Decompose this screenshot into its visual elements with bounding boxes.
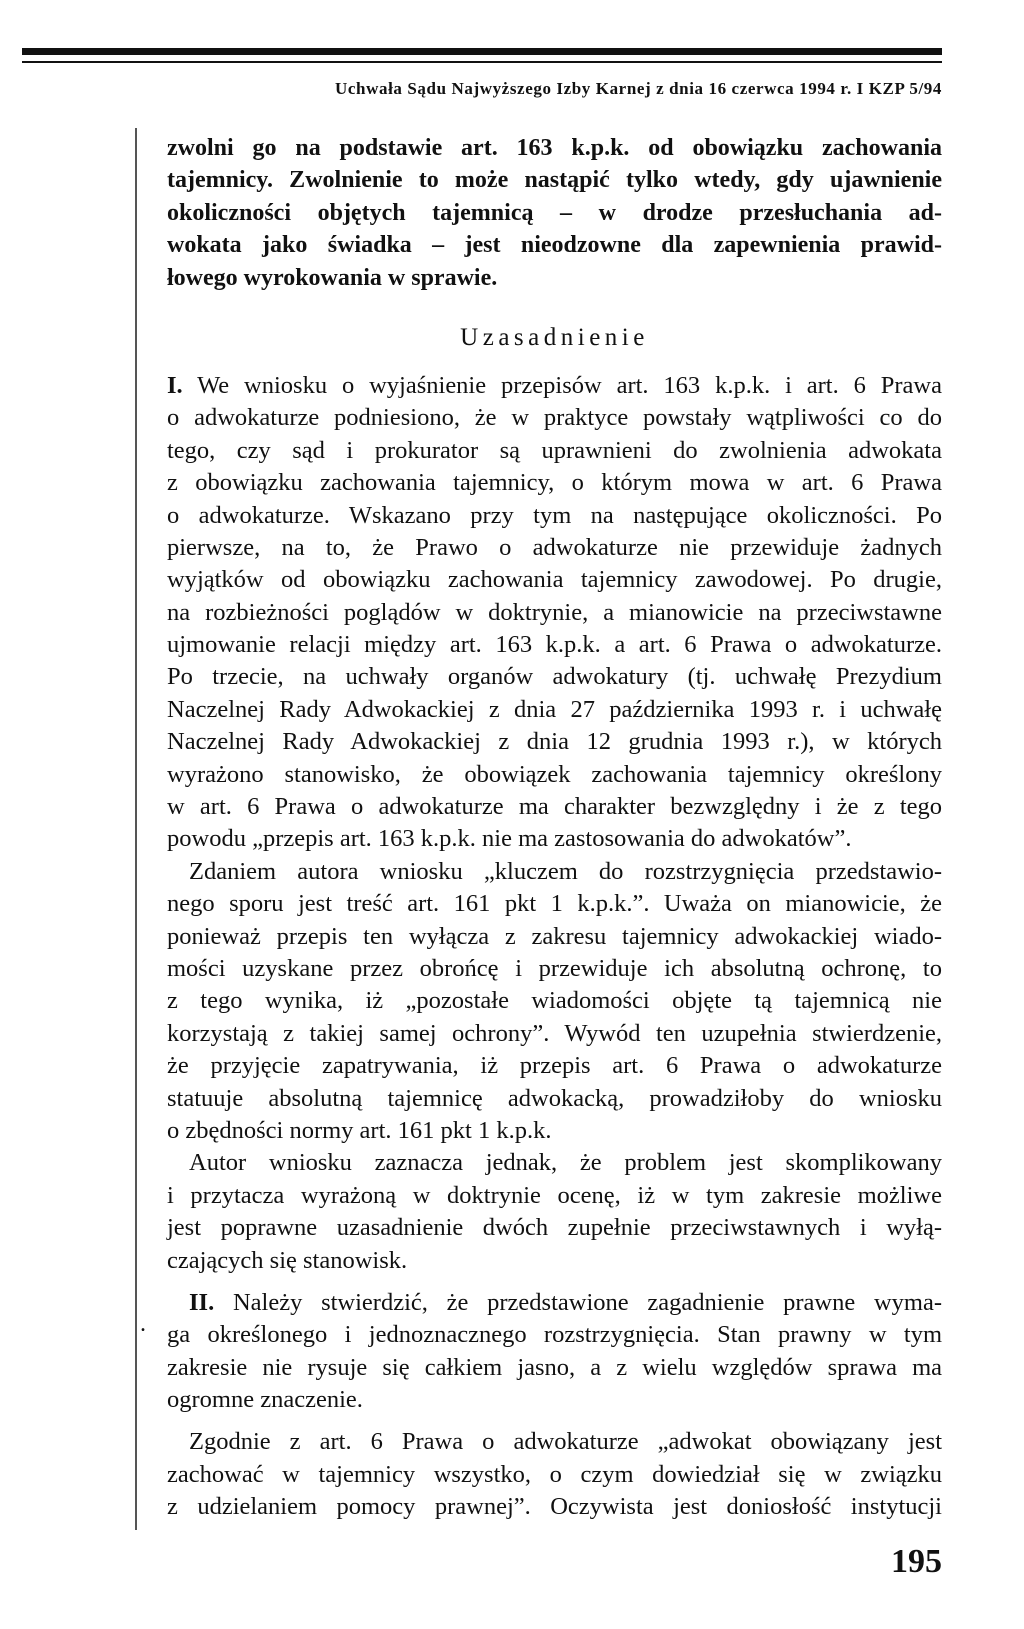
- paragraph-line: mości uzyskane przez obrońcę i przewiduje ich absolutną ochronę, to: [167, 954, 942, 982]
- margin-mark: .: [140, 1311, 146, 1337]
- paragraph-line: Autor wniosku zaznacza jednak, że problem jest skomplikowany: [189, 1149, 942, 1177]
- thesis-line: wokata jako świadka – jest nieodzowne dla zapewnienia prawid-: [167, 232, 942, 259]
- paragraph-3: [167, 1147, 942, 1277]
- paragraph-line: wyjątków od obowiązku zachowania tajemnicy zawodowej. Po drugie,: [167, 566, 942, 594]
- thesis-line: tajemnicy. Zwolnienie to może nastąpić tylko wtedy, gdy ujawnienie: [167, 167, 942, 194]
- paragraph-line: czających się stanowisk.: [167, 1246, 408, 1274]
- paragraph-1: [167, 370, 942, 856]
- paragraph-line: o adwokaturze podniesiono, że w praktyce powstały wątpliwości co do: [167, 404, 942, 432]
- paragraph-line: ponieważ przepis ten wyłącza z zakresu tajemnicy adwokackiej wiado-: [167, 922, 942, 950]
- paragraph-line: Zgodnie z art. 6 Prawa o adwokaturze „adwokat obowiązany jest: [189, 1428, 942, 1456]
- paragraph-line: ga określonego i jednoznacznego rozstrzygnięcia. Stan prawny w tym: [167, 1321, 942, 1349]
- thesis-line: okoliczności objętych tajemnicą – w drodze przesłuchania ad-: [167, 199, 942, 226]
- page-text: [167, 132, 942, 1524]
- section-marker-one: I.: [167, 371, 183, 399]
- paragraph-line: ogromne znaczenie.: [167, 1386, 363, 1414]
- paragraph-line: nego sporu jest treść art. 161 pkt 1 k.p.k.”. Uważa on mianowicie, że: [167, 890, 942, 918]
- thesis-line: zwolni go na podstawie art. 163 k.p.k. od obowiązku zachowania: [167, 135, 942, 161]
- paragraph-line: powodu „przepis art. 163 k.p.k. nie ma zastosowania do adwokatów”.: [167, 825, 852, 853]
- paragraph-4: [167, 1287, 942, 1417]
- paragraph-line: z udzielaniem pomocy prawnej”. Oczywista jest doniosłość instytucji: [167, 1493, 942, 1521]
- paragraph-line: zakresie nie rysuje się całkiem jasno, a z wielu względów sprawa ma: [167, 1353, 942, 1381]
- paragraph-line: na rozbieżności poglądów w doktrynie, a mianowicie na przeciwstawne: [167, 598, 942, 626]
- header-rule-thin: [22, 61, 942, 63]
- paragraph-line: statuuje absolutną tajemnicę adwokacką, prowadziłoby do wniosku: [167, 1084, 942, 1112]
- paragraph-line: Należy stwierdzić, że przedstawione zagadnienie prawne wyma-: [214, 1288, 942, 1316]
- paragraph-line: Zdaniem autora wniosku „kluczem do rozstrzygnięcia przedstawio-: [189, 857, 942, 885]
- paragraph-line: o zbędności normy art. 161 pkt 1 k.p.k.: [167, 1116, 552, 1144]
- paragraph-line: że przyjęcie zapatrywania, iż przepis art. 6 Prawa o adwokaturze: [167, 1052, 942, 1080]
- section-marker-two: II.: [189, 1288, 215, 1316]
- paragraph-line: z obowiązku zachowania tajemnicy, o którym mowa w art. 6 Prawa: [167, 469, 942, 497]
- paragraph-line: ujmowanie relacji między art. 163 k.p.k. a art. 6 Prawa o adwokaturze.: [167, 631, 942, 659]
- running-head: Uchwała Sądu Najwyższego Izby Karnej z dnia 16 czerwca 1994 r. I KZP 5/94: [335, 79, 942, 98]
- paragraph-line: pierwsze, na to, że Prawo o adwokaturze nie przewiduje żadnych: [167, 533, 942, 561]
- left-margin-line: [135, 128, 137, 1530]
- thesis: [167, 132, 942, 294]
- paragraph-line: jest poprawne uzasadnienie dwóch zupełnie przeciwstawnych i wyłą-: [167, 1214, 942, 1242]
- thesis-line: łowego wyrokowania w sprawie.: [167, 264, 498, 291]
- header-rule-thick: [22, 48, 942, 55]
- paragraph-line: We wniosku o wyjaśnienie przepisów art. 163 k.p.k. i art. 6 Prawa: [182, 371, 942, 399]
- paragraph-line: Naczelnej Rady Adwokackiej z dnia 12 grudnia 1993 r.), w których: [167, 728, 942, 756]
- paragraph-line: zachować w tajemnicy wszystko, o czym dowiedział się w związku: [167, 1460, 942, 1488]
- paragraph-line: wyrażono stanowisko, że obowiązek zachowania tajemnicy określony: [167, 760, 942, 788]
- paragraph-line: i przytacza wyrażoną w doktrynie ocenę, iż w tym zakresie możliwe: [167, 1181, 942, 1209]
- paragraph-line: Po trzecie, na uchwały organów adwokatury (tj. uchwałę Prezydium: [167, 663, 942, 691]
- paragraph-line: Naczelnej Rady Adwokackiej z dnia 27 października 1993 r. i uchwałę: [167, 695, 942, 723]
- section-heading: Uzasadnienie: [460, 323, 649, 351]
- page-number: 195: [891, 1543, 942, 1580]
- paragraph-line: tego, czy sąd i prokurator są uprawnieni do zwolnienia adwokata: [167, 436, 942, 464]
- paragraph-line: z tego wynika, iż „pozostałe wiadomości objęte tą tajemnicą nie: [167, 987, 942, 1015]
- paragraph-line: o adwokaturze. Wskazano przy tym na następujące okoliczności. Po: [167, 501, 942, 529]
- paragraph-2: [167, 856, 942, 1148]
- paragraph-5: [167, 1426, 942, 1523]
- paragraph-line: korzystają z takiej samej ochrony”. Wywód ten uzupełnia stwierdzenie,: [167, 1019, 942, 1047]
- paragraph-line: w art. 6 Prawa o adwokaturze ma charakter bezwzględny i że z tego: [167, 793, 942, 821]
